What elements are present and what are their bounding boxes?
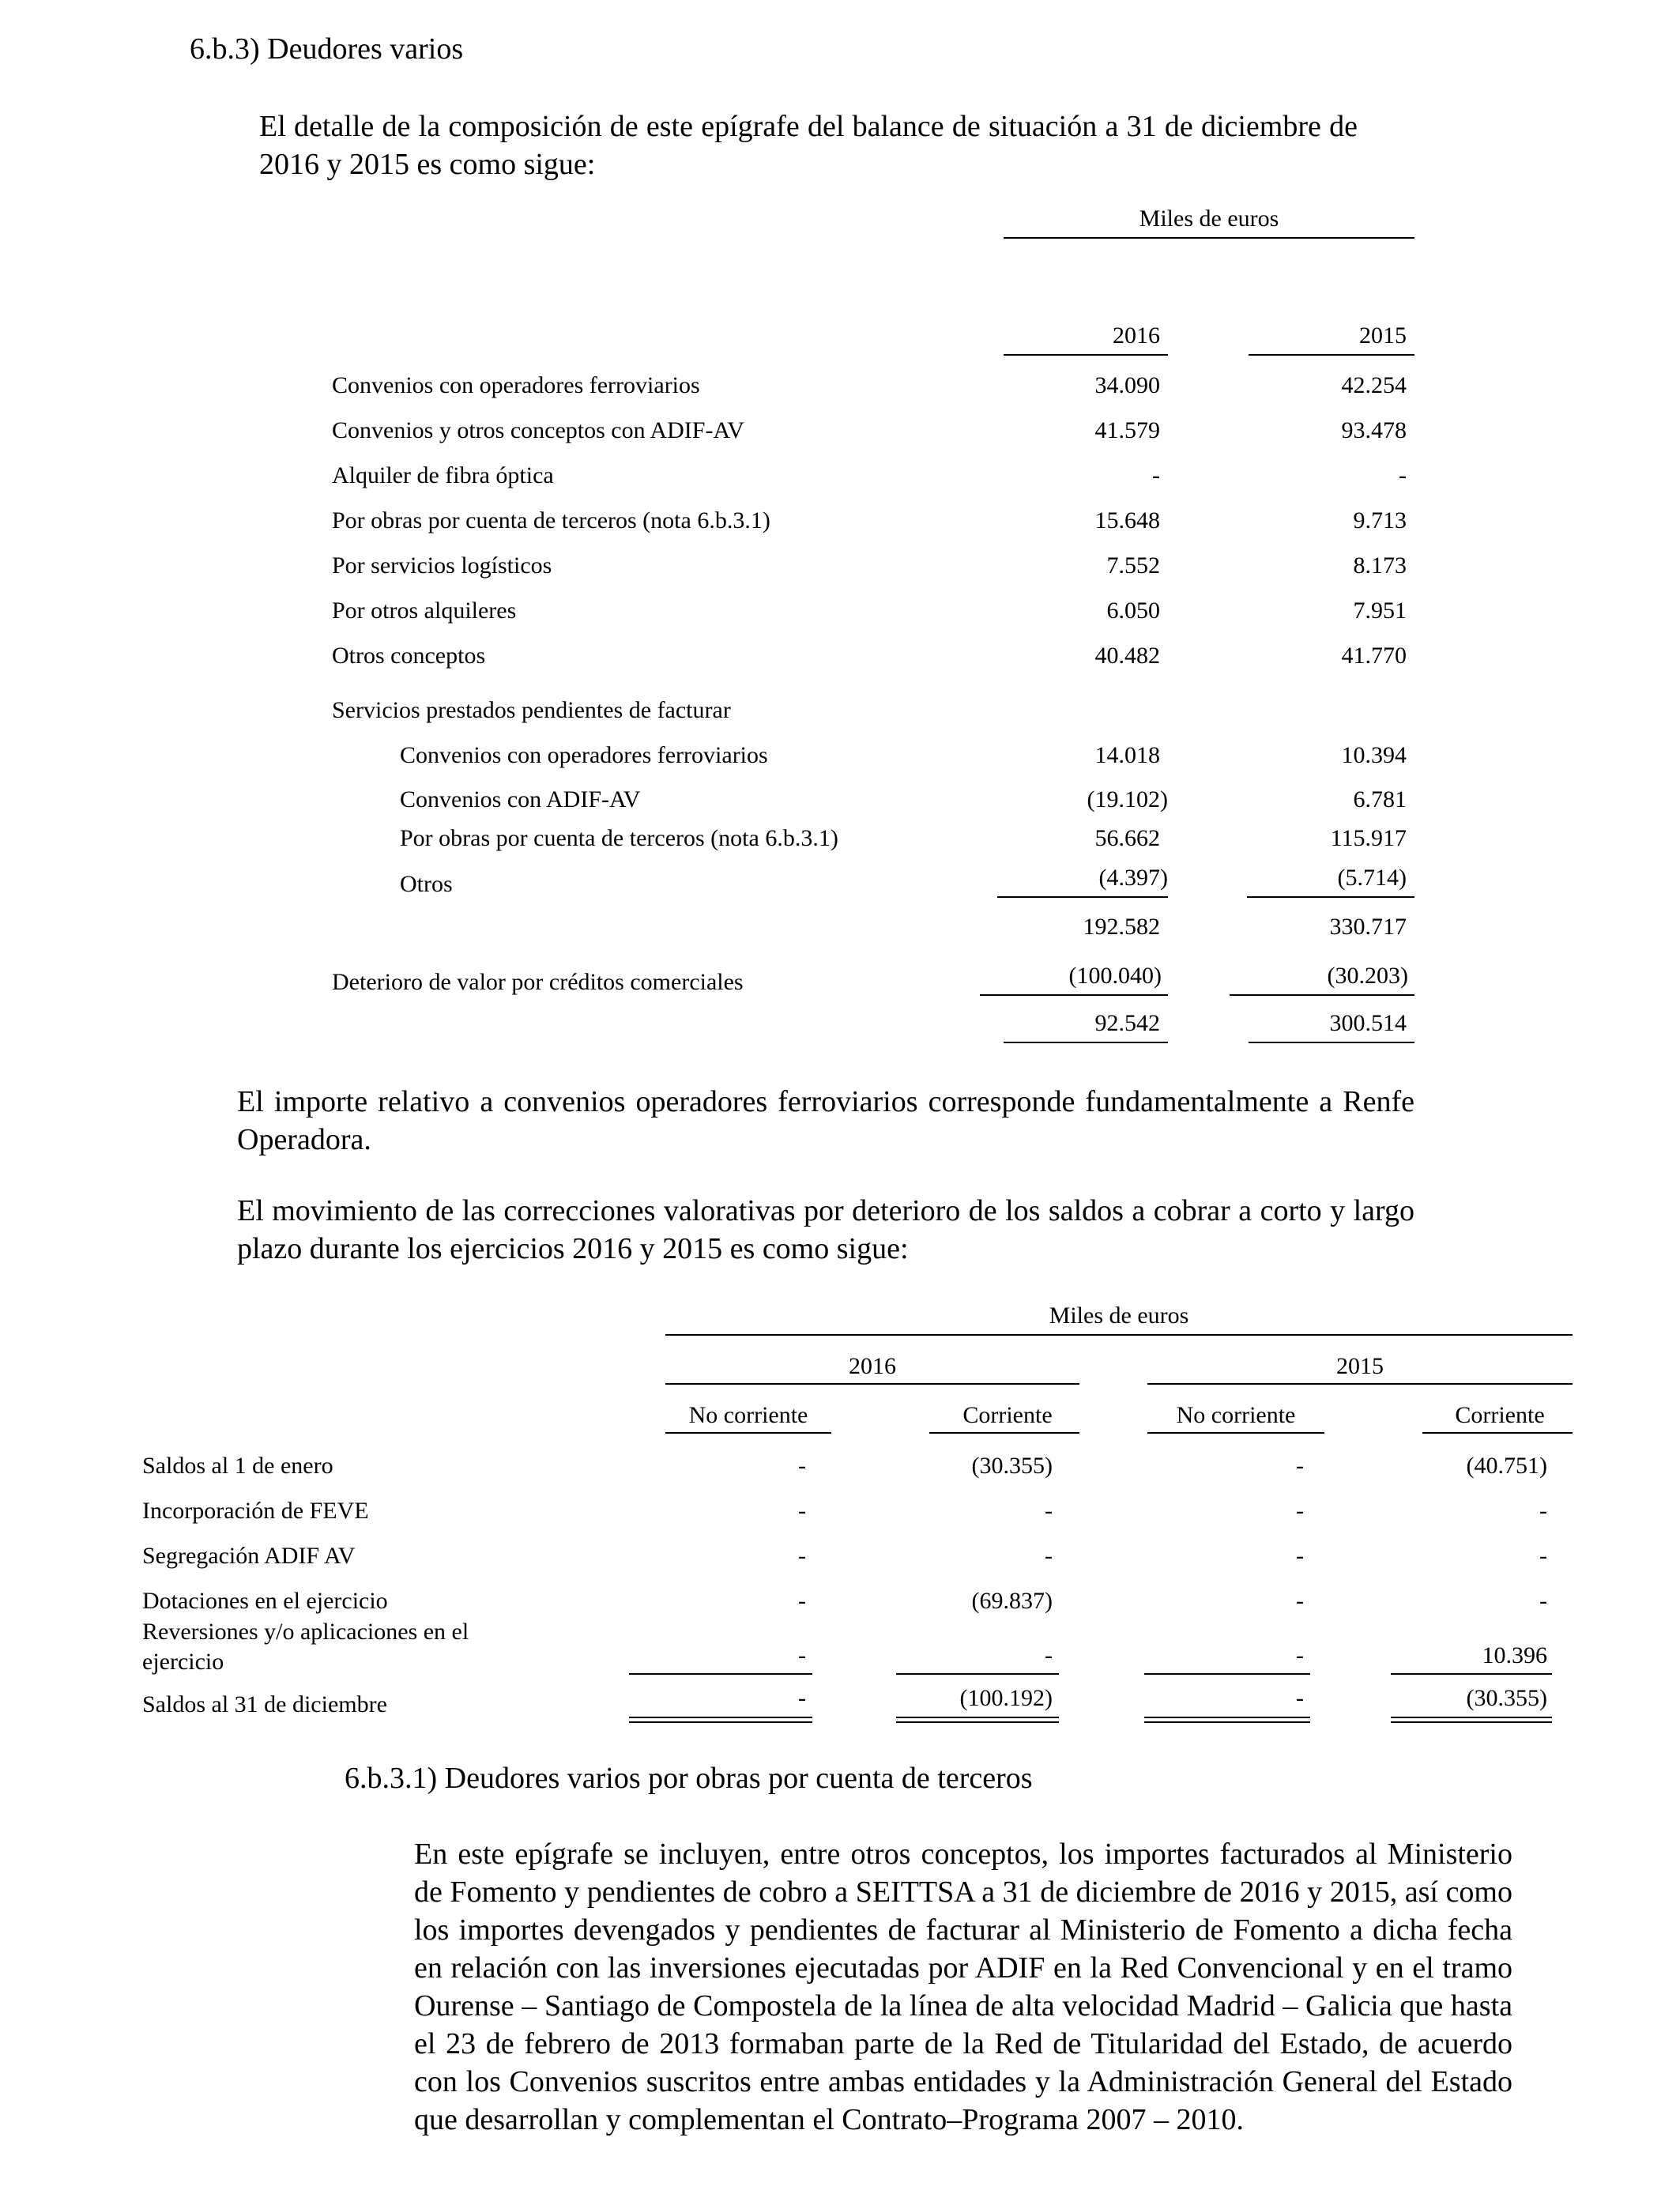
table-row-label: Otros: [400, 871, 453, 897]
closing-double-rule: [1144, 1717, 1310, 1723]
table1-header: Miles de euros: [1139, 205, 1279, 232]
total-rule-2015: [1230, 994, 1414, 996]
paragraph-movimiento: El movimiento de las correcciones valorativas por deterioro de los saldos a cobrar a corto y largo plazo durante los ejercicios 2016 y 2015 es como sigue:: [237, 1194, 1414, 1265]
table-cell: (5.714): [1337, 865, 1407, 891]
table-group-label: Servicios prestados pendientes de facturar: [332, 697, 731, 723]
table-row-label: Convenios con operadores ferroviarios: [332, 372, 700, 398]
table-row-label: Saldos al 31 de diciembre: [142, 1691, 387, 1717]
table-row-label: Deterioro de valor por créditos comerciales: [332, 969, 744, 995]
subheader-corriente-2015: Corriente: [1455, 1402, 1545, 1428]
subsection-heading: 6.b.3.1) Deudores varios por obras por cuenta de terceros: [345, 1762, 1033, 1795]
table-cell: -: [1152, 462, 1160, 488]
subtotal-2016: 192.582: [1083, 914, 1160, 940]
total-2016: 92.542: [1094, 1010, 1160, 1036]
closing-double-rule: [629, 1717, 812, 1723]
subheader-rule: [929, 1432, 1079, 1434]
closing-rule: [896, 1673, 1059, 1675]
table1-year-rule-2015: [1249, 354, 1414, 356]
closing-rule: [1391, 1673, 1552, 1675]
total-bottom-rule-2016: [1004, 1042, 1168, 1043]
table-cell: (100.040): [1068, 963, 1162, 989]
table-cell: -: [798, 1642, 806, 1668]
total-bottom-rule-2015: [1249, 1042, 1414, 1043]
closing-rule: [629, 1673, 812, 1675]
table-row-label: Por servicios logísticos: [332, 552, 552, 579]
table-row-label: Alquiler de fibra óptica: [332, 462, 554, 488]
intro-paragraph: El detalle de la composición de este epígrafe del balance de situación a 31 de diciembre de 2016 y 2015 es como sigue:: [259, 110, 1358, 181]
table1-year-rule-2016: [1004, 354, 1168, 356]
table-cell: -: [1045, 1543, 1053, 1569]
table-cell: 93.478: [1341, 417, 1407, 443]
table-row-label: Convenios y otros conceptos con ADIF-AV: [332, 417, 744, 443]
table-cell: -: [798, 1588, 806, 1614]
table-cell: 10.396: [1482, 1642, 1547, 1668]
table-row-label: Por obras por cuenta de terceros (nota 6.b.3.1): [332, 507, 770, 533]
paragraph-renfe: El importe relativo a convenios operadores ferroviarios corresponde fundamentalmente a Renfe Operadora.: [237, 1085, 1414, 1156]
table-cell: (4.397): [1098, 865, 1168, 891]
table-cell: -: [1296, 1543, 1304, 1569]
table-cell: -: [1296, 1642, 1304, 1668]
table-cell: -: [1296, 1453, 1304, 1479]
table-cell: (30.355): [971, 1453, 1053, 1479]
table-cell: -: [1045, 1498, 1053, 1524]
table-cell: 15.648: [1094, 507, 1160, 533]
table-cell: (100.192): [959, 1685, 1053, 1711]
table-row-label: Otros conceptos: [332, 643, 486, 669]
table-cell: 14.018: [1094, 742, 1160, 768]
subheader-no-corriente-2016: No corriente: [688, 1402, 808, 1428]
table-row-label: Convenios con operadores ferroviarios: [400, 742, 768, 768]
table-cell: -: [1539, 1498, 1547, 1524]
table-cell: -: [1296, 1588, 1304, 1614]
table-cell: 34.090: [1094, 372, 1160, 398]
table-cell: -: [798, 1453, 806, 1479]
table-row-label: Por otros alquileres: [332, 598, 517, 624]
table-cell: -: [1296, 1498, 1304, 1524]
table2-year-2015: 2015: [1336, 1353, 1384, 1379]
table-cell: -: [798, 1543, 806, 1569]
table-cell: (69.837): [971, 1588, 1053, 1614]
total-rule-2016: [980, 994, 1168, 996]
subtotal-2015: 330.717: [1329, 914, 1407, 940]
table-cell: 42.254: [1341, 372, 1407, 398]
table-row-label: Convenios con ADIF-AV: [400, 786, 641, 812]
table-cell: -: [1399, 462, 1407, 488]
subtotal-rule-2016: [997, 896, 1168, 898]
closing-double-rule: [896, 1717, 1059, 1723]
table-row-label: Segregación ADIF AV: [142, 1543, 356, 1569]
table-cell: 6.050: [1106, 598, 1160, 624]
table-cell: 7.552: [1106, 552, 1160, 579]
table-cell: 6.781: [1353, 786, 1407, 812]
table2-header-rule: [665, 1334, 1573, 1336]
subheader-rule: [1422, 1432, 1573, 1434]
table1-year-2016: 2016: [1113, 322, 1160, 349]
table-cell: 40.482: [1094, 643, 1160, 669]
table-row-label-cont: ejercicio: [142, 1649, 224, 1675]
table-cell: 7.951: [1353, 598, 1407, 624]
table-cell: -: [1539, 1588, 1547, 1614]
table-cell: 9.713: [1353, 507, 1407, 533]
table2-header: Miles de euros: [1049, 1302, 1189, 1329]
subtotal-rule-2015: [1247, 896, 1414, 898]
closing-double-rule: [1391, 1717, 1552, 1723]
table-cell: -: [798, 1498, 806, 1524]
table2-year-rule-2016: [665, 1383, 1079, 1385]
table-cell: 41.770: [1341, 643, 1407, 669]
subheader-rule: [1147, 1432, 1324, 1434]
table-cell: 115.917: [1330, 825, 1407, 851]
table-row-label: Reversiones y/o aplicaciones en el: [142, 1619, 469, 1645]
table-cell: -: [1045, 1642, 1053, 1668]
table1-header-rule: [1004, 237, 1414, 239]
table-cell: (30.203): [1327, 963, 1408, 989]
table-cell: -: [1539, 1543, 1547, 1569]
table2-year-rule-2015: [1147, 1383, 1573, 1385]
section-heading: 6.b.3) Deudores varios: [190, 32, 464, 66]
table-cell: (19.102): [1087, 786, 1168, 812]
subheader-rule: [665, 1432, 831, 1434]
table-cell: -: [1296, 1685, 1304, 1711]
total-2015: 300.514: [1329, 1010, 1407, 1036]
table-cell: 41.579: [1094, 417, 1160, 443]
table1-year-2015: 2015: [1359, 322, 1407, 349]
subheader-no-corriente-2015: No corriente: [1176, 1402, 1296, 1428]
table2-year-2016: 2016: [849, 1353, 896, 1379]
subheader-corriente-2016: Corriente: [962, 1402, 1053, 1428]
table-cell: (30.355): [1466, 1685, 1547, 1711]
paragraph-obras-terceros: En este epígrafe se incluyen, entre otros conceptos, los importes facturados al Ministerio de Fomento y pendientes de cobro a SEITTSA a 31 de diciembre de 2016 y 2015, así como los importes devengados y pendientes de facturar al Ministerio de Fomento a dicha fecha en relación con las inversiones ejecutadas por ADIF en la Red Convencional y en el tramo Ourense – Santiago de Compostela de la línea de alta velocidad Madrid – Galicia que hasta el 23 de febrero de 2013 formaban parte de la Red de Titularidad del Estado, de acuerdo con los Convenios suscritos entre ambas entidades y la Administración General del Estado que desarrollan y complementan el Contrato–Programa 2007 – 2010.: [414, 1838, 1512, 2136]
table-row-label: Por obras por cuenta de terceros (nota 6.b.3.1): [400, 825, 838, 851]
table-row-label: Incorporación de FEVE: [142, 1498, 369, 1524]
table-cell: (40.751): [1466, 1453, 1547, 1479]
table-cell: 8.173: [1353, 552, 1407, 579]
table-cell: 56.662: [1094, 825, 1160, 851]
table-cell: 10.394: [1341, 742, 1407, 768]
table-row-label: Saldos al 1 de enero: [142, 1453, 333, 1479]
closing-rule: [1144, 1673, 1310, 1675]
table-row-label: Dotaciones en el ejercicio: [142, 1588, 388, 1614]
table-cell: -: [798, 1685, 806, 1711]
